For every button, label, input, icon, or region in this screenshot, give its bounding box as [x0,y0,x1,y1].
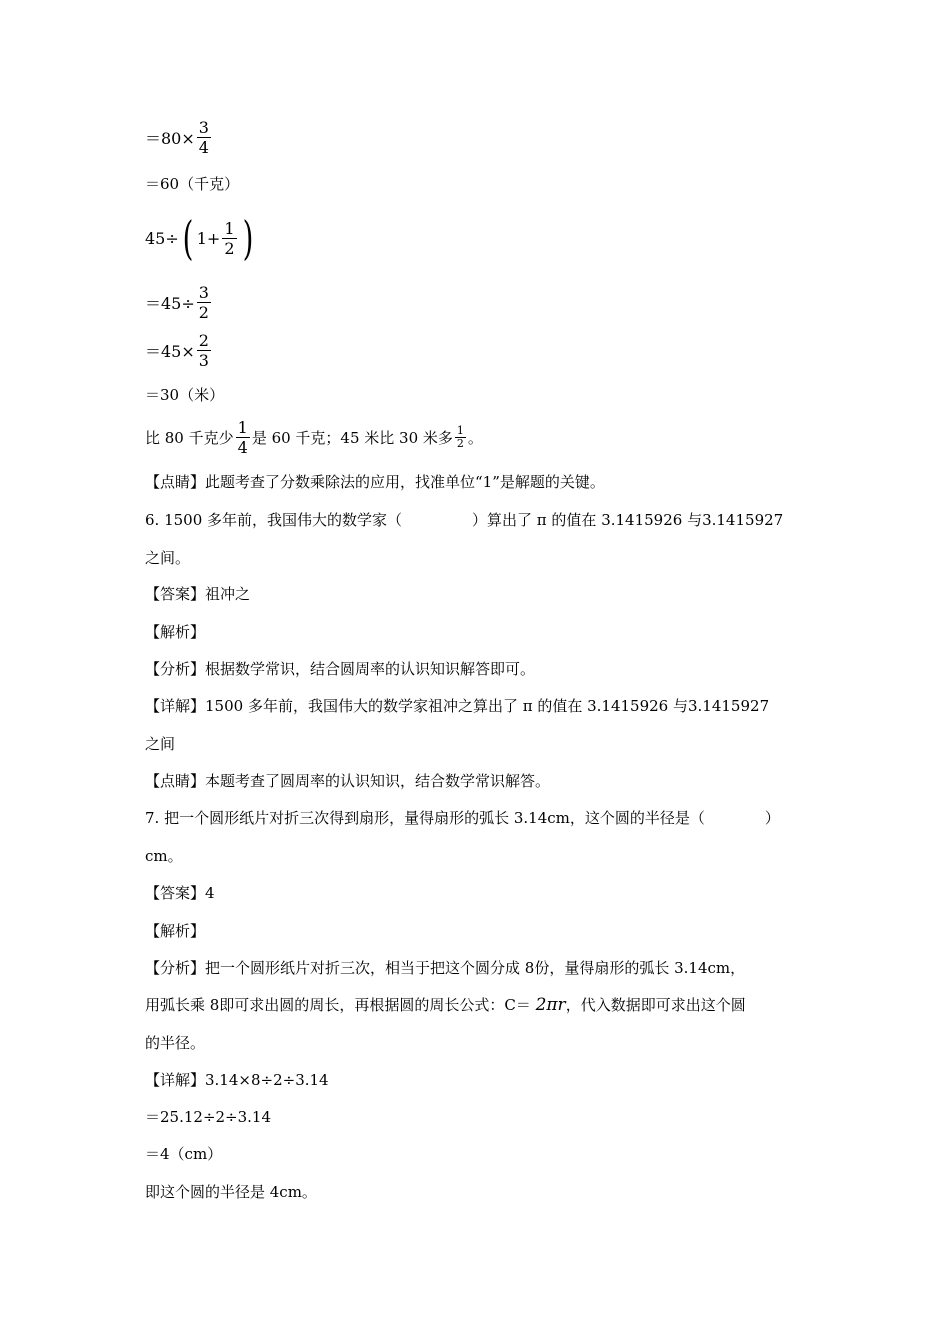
fenxi-line: 【分析】把一个圆形纸片对折三次，相当于把这个圆分成 8份，量得扇形的弧长 3.14cm， [145,959,746,977]
left-parenthesis: ( [182,211,194,265]
equation-text: ＝80× [145,129,195,148]
jiexi-heading: 【解析】 [145,623,206,641]
xiangjie-line-3: ＝4（cm） [145,1145,223,1163]
conclusion-text: 。 [467,429,483,447]
fraction-denominator: 2 [224,238,235,258]
equation-line-3 [145,211,256,265]
jiexi-heading: 【解析】 [145,922,206,940]
conclusion-text: 比 80 千克少 [145,429,234,447]
answer-line: 【答案】祖冲之 [145,585,251,603]
fraction-numerator: 3 [198,118,209,137]
equation-text: 1+ [196,228,221,248]
fraction-denominator: 3 [198,351,209,370]
fenxi-text: ，代入数据即可求出这个圆 [565,996,746,1014]
fraction-numerator: 1 [224,218,235,238]
conclusion-text: 是 60 千克；45 米比 30 米多 [251,429,453,447]
equation-text: ＝45× [145,342,195,361]
equation-line-4 [145,283,213,322]
fraction [197,118,211,157]
fraction [197,283,211,322]
fenxi-text: 用弧长乘 8即可求出圆的周长，再根据圆的周长公式：C＝ [145,996,536,1014]
equation-line-2: ＝60（千克） [145,175,240,193]
circumference-formula: 2πr [535,995,566,1015]
question-6-cont: 之间。 [145,549,191,567]
question-text: 6. 1500 多年前，我国伟大的数学家（ [145,511,403,529]
question-6 [145,509,783,531]
equation-line-1 [145,118,213,157]
fraction-denominator: 4 [237,438,248,457]
fraction-numerator: 1 [237,418,248,437]
question-text: ）算出了 π 的值在 3.1415926 与3.1415927 [472,511,784,529]
xiangjie-line-4: 即这个圆的半径是 4cm。 [145,1183,317,1201]
fraction [197,331,211,370]
conclusion-line [145,418,483,457]
equation-line-5 [145,331,213,370]
fenxi-line-2 [145,994,746,1016]
xiangjie-line-2: ＝25.12÷2÷3.14 [145,1108,272,1126]
fenxi-line-3: 的半径。 [145,1034,206,1052]
fraction-numerator: 1 [456,424,464,437]
question-7-cont: cm。 [145,847,183,865]
equation-text: 45÷ [145,228,179,248]
fraction-numerator: 2 [198,331,209,350]
dianjing-line: 【点睛】本题考查了圆周率的认识知识，结合数学常识解答。 [145,772,551,790]
fraction [222,219,236,258]
question-text: ） [764,809,780,827]
xiangjie-line: 【详解】1500 多年前，我国伟大的数学家祖冲之算出了 π 的值在 3.1415926 与3.1415927 [145,697,770,715]
xiangjie-line-cont: 之间 [145,735,176,753]
fenxi-line: 【分析】根据数学常识，结合圆周率的认识知识解答即可。 [145,660,536,678]
answer-line: 【答案】4 [145,884,215,902]
fraction-denominator: 4 [198,138,209,157]
xiangjie-line: 【详解】3.14×8÷2÷3.14 [145,1071,329,1089]
fraction-denominator: 2 [456,437,464,450]
fraction [236,418,250,457]
dianjing-line: 【点睛】此题考查了分数乘除法的应用，找准单位“1”是解题的关键。 [145,473,605,491]
fraction-numerator: 3 [198,283,209,302]
fraction [455,425,466,450]
equation-text: ＝45÷ [145,294,195,313]
question-text: 7. 把一个圆形纸片对折三次得到扇形，量得扇形的弧长 3.14cm，这个圆的半径是（ [145,809,705,827]
equation-line-6: ＝30（米） [145,386,225,404]
right-parenthesis: ) [242,211,253,265]
fraction-denominator: 2 [198,303,209,322]
question-7 [145,807,780,829]
